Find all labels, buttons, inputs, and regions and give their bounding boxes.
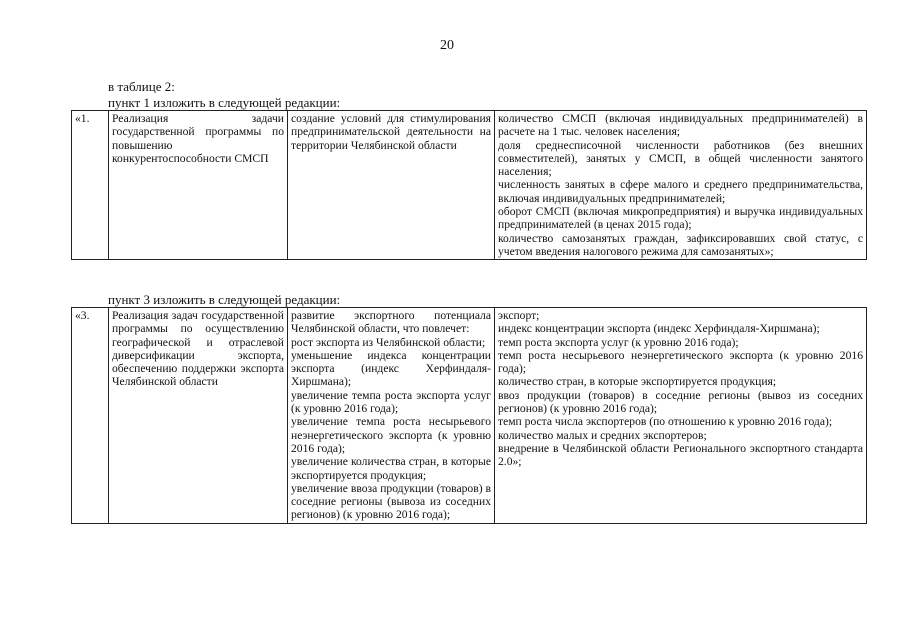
indicator-line: ввоз продукции (товаров) в соседние регионы (вывоз из соседних регионов) (к уровню 2016 года); [498, 388, 863, 416]
indicator-line: индекс концентрации экспорта (индекс Херфиндаля-Хиршмана); [498, 322, 820, 336]
event-line: увеличение ввоза продукции (товаров) в соседние регионы (вывоза из соседних регионов) (к уровню 2016 года); [291, 481, 491, 522]
intro-item3-instruction: пункт 3 изложить в следующей редакции: [108, 292, 341, 307]
indicator-line: количество малых и средних экспортеров; [498, 428, 707, 442]
table-row [72, 111, 867, 260]
page-number: 20 [440, 38, 454, 53]
event-cell: создание условий для стимулирования предпринимательской деятельности на территории Челябинской области [288, 111, 495, 260]
events-cell [288, 308, 495, 524]
intro-item1-instruction: пункт 1 изложить в следующей редакции: [108, 95, 341, 110]
indicators-cell [495, 111, 867, 260]
indicator-line: темп роста экспорта услуг (к уровню 2016 года); [498, 335, 739, 349]
event-line: развитие экспортного потенциала Челябинской области, что повлечет: [291, 309, 491, 336]
event-line: рост экспорта из Челябинской области; [291, 335, 486, 349]
indicator-line: темп роста числа экспортеров (по отношению к уровню 2016 года); [498, 415, 833, 429]
indicator-line: количество стран, в которые экспортируется продукция; [498, 375, 777, 389]
indicator-line: темп роста несырьевого неэнергетического экспорта (к уровню 2016 года); [498, 348, 863, 376]
item-number-cell: «3. [72, 308, 109, 524]
table-row [72, 308, 867, 524]
task-cell: Реализация задачи государственной программы по повышению конкурентоспособности СМСП [109, 111, 288, 260]
indicator-line: доля среднесписочной численности работников (без внешних совместителей), занятых у СМСП, в общей численности занятого населения; [498, 138, 863, 179]
intro-table-reference: в таблице 2: [108, 79, 175, 94]
indicator-line: экспорт; [498, 309, 540, 322]
indicator-line: количество СМСП (включая индивидуальных предпринимателей) в расчете на 1 тыс. человек населения; [498, 112, 863, 139]
item-number-cell: «1. [72, 111, 109, 260]
item1-table [71, 110, 867, 260]
event-line: уменьшение индекса концентрации экспорта (индекс Херфиндаля-Хиршмана); [291, 348, 491, 389]
event-line: увеличение темпа роста экспорта услуг (к уровню 2016 года); [291, 388, 491, 416]
indicator-line: количество самозанятых граждан, зафиксировавших свой статус, с учетом введения налогового режима для самозанятых»; [498, 231, 863, 258]
indicator-line: оборот СМСП (включая микропредприятия) и выручка индивидуальных предпринимателей (в ценах 2015 года); [498, 205, 863, 232]
indicator-line: внедрение в Челябинской области Регионального экспортного стандарта 2.0»; [498, 441, 863, 469]
indicators-cell [495, 308, 867, 524]
indicator-line: численность занятых в сфере малого и среднего предпринимательства, включая индивидуальных предпринимателей; [498, 178, 863, 205]
event-line: увеличение темпа роста несырьевого неэнергетического экспорта (к уровню 2016 года); [291, 415, 491, 455]
task-cell: Реализация задач государственной программы по осуществлению географической и отраслевой диверсификации экспорта, обеспечению поддержки экспорта Челябинской области [109, 308, 288, 524]
event-line: увеличение количества стран, в которые экспортируется продукция; [291, 455, 491, 482]
item3-table [71, 307, 867, 524]
